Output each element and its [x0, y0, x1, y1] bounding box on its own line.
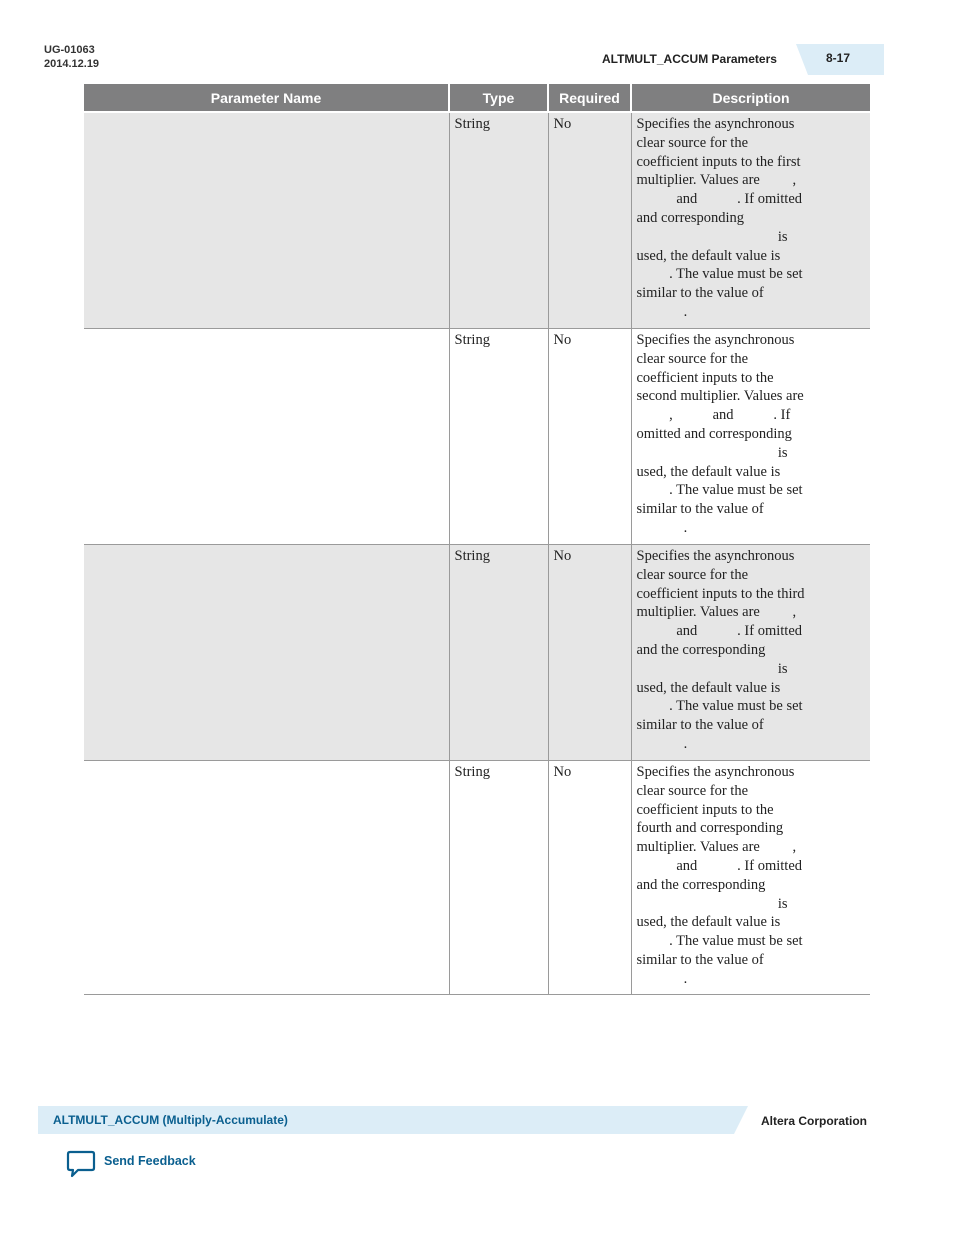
parameter-name-cell: [84, 545, 449, 761]
required-cell: No: [548, 112, 631, 329]
column-header-required: Required: [548, 84, 631, 112]
table-header-row: [84, 84, 870, 112]
type-cell: String: [449, 761, 548, 995]
parameter-name-cell: [84, 329, 449, 545]
document-date: 2014.12.19: [44, 58, 100, 70]
footer-company: Altera Corporation: [761, 1114, 868, 1128]
parameter-table: [84, 84, 870, 995]
description-cell: Specifies the asynchronous clear source for the coefficient inputs to the third multiplier. Values are , and . If omitted and the corresponding is used, the default value is . The value must be set similar to the value of .: [631, 545, 870, 761]
page-number: 8-17: [826, 51, 851, 65]
table-row: [84, 329, 870, 545]
table-row: [84, 545, 870, 761]
document-id-block: [44, 43, 99, 71]
speech-bubble-icon[interactable]: [66, 1150, 96, 1178]
table-row: [84, 761, 870, 995]
column-header-type: Type: [449, 84, 548, 112]
description-cell: Specifies the asynchronous clear source for the coefficient inputs to the first multiplier. Values are , and . If omitted and corresponding is used, the default value is . The value must be set similar to the value of .: [631, 112, 870, 329]
footer-chapter-title[interactable]: ALTMULT_ACCUM (Multiply-Accumulate): [53, 1113, 288, 1127]
description-cell: Specifies the asynchronous clear source for the coefficient inputs to the second multiplier. Values are , and . If omitted and corresponding is used, the default value is . The value must be set similar to the value of .: [631, 329, 870, 545]
type-cell: String: [449, 329, 548, 545]
section-title: ALTMULT_ACCUM Parameters: [602, 52, 777, 66]
document-id: UG-01063: [44, 44, 95, 56]
required-cell: No: [548, 329, 631, 545]
required-cell: No: [548, 545, 631, 761]
parameter-name-cell: [84, 761, 449, 995]
column-header-description: Description: [631, 84, 870, 112]
type-cell: String: [449, 545, 548, 761]
required-cell: No: [548, 761, 631, 995]
column-header-parameter-name: Parameter Name: [84, 84, 449, 112]
table-row: [84, 112, 870, 329]
description-cell: Specifies the asynchronous clear source for the coefficient inputs to the fourth and corresponding multiplier. Values are , and . If omitted and the corresponding is used, the default value is . The value must be set similar to the value of .: [631, 761, 870, 995]
parameter-name-cell: [84, 112, 449, 329]
send-feedback-link[interactable]: Send Feedback: [104, 1154, 196, 1168]
type-cell: String: [449, 112, 548, 329]
